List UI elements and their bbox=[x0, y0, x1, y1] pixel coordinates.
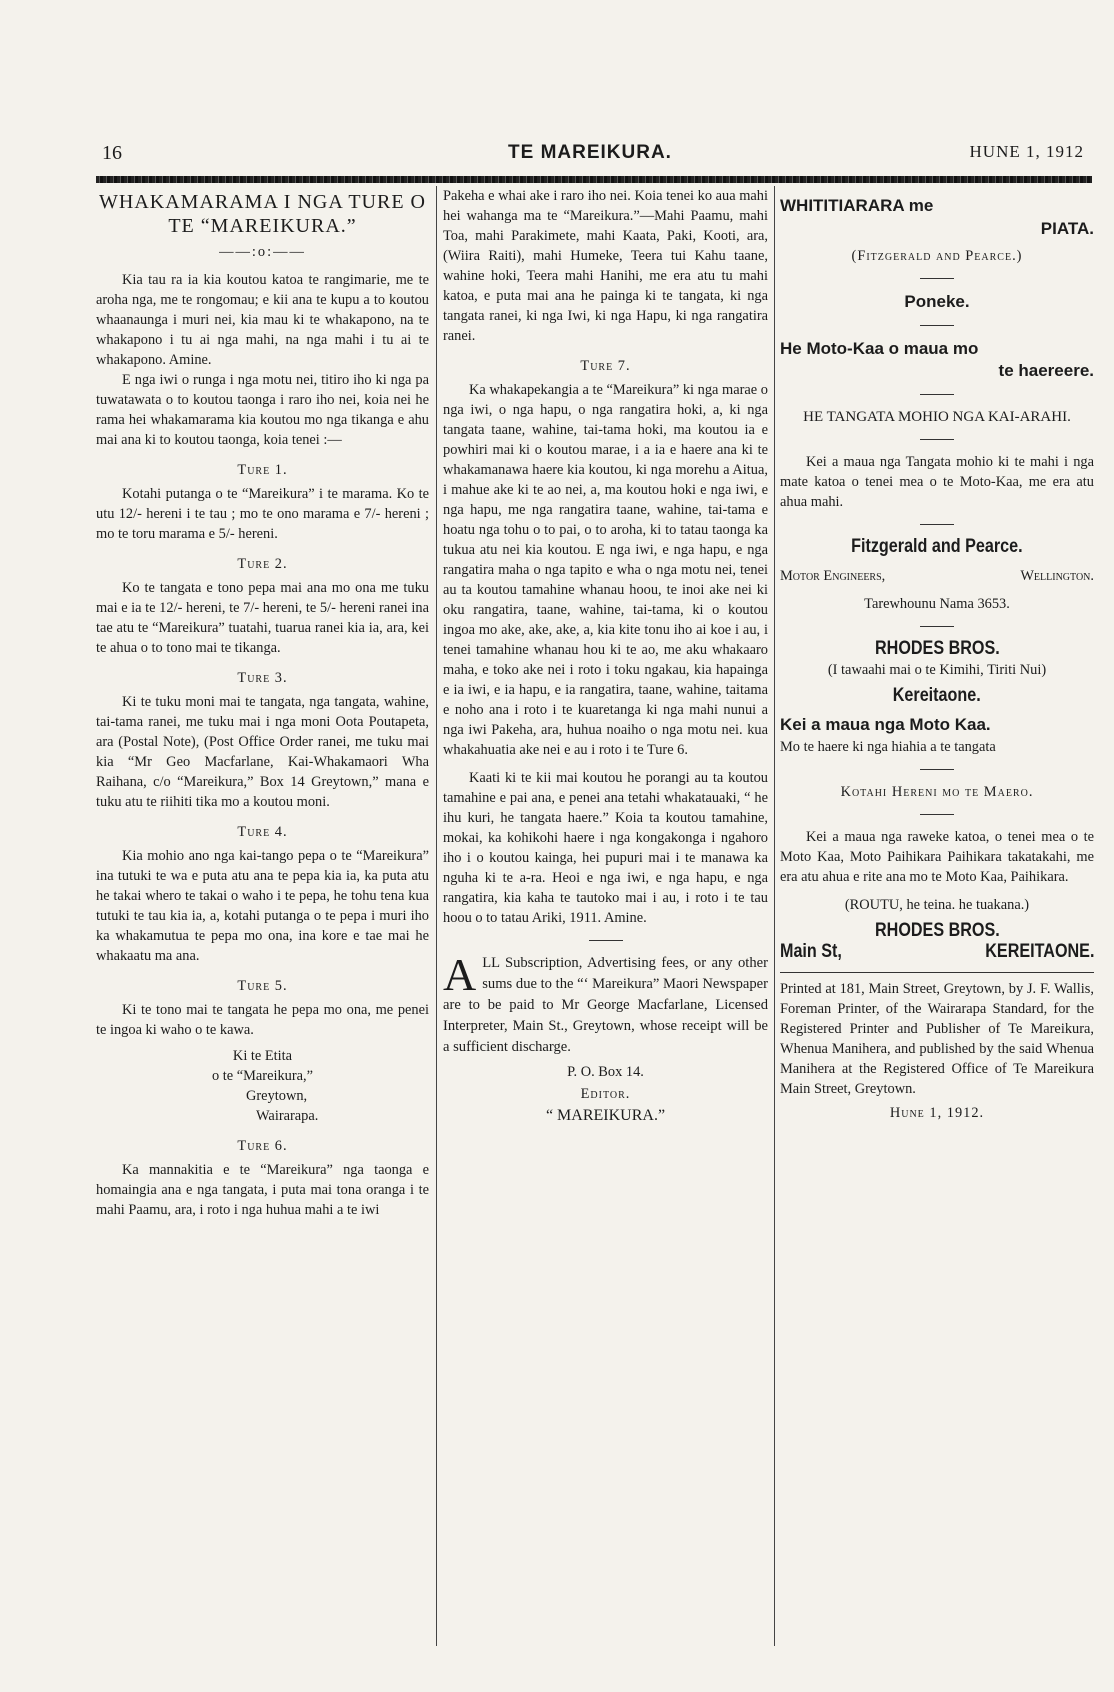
ture-2-text: Ko te tangata e tono pepa mai ana mo ona me tuku mai e ia te 12/- hereni, te 7/- hereni, te 5/- hereni ranei ina tae atu te “Mareikura” tuatahi, tuarua ranei kia ia, ara, kei te ahua o to tono mai te tikanga. bbox=[96, 580, 429, 656]
ture-6-heading: Ture 6. bbox=[237, 1138, 288, 1154]
column-divider-2 bbox=[774, 186, 775, 1646]
ture-1-heading: Ture 1. bbox=[237, 462, 288, 478]
ad1-motor-engineers: Motor Engineers, bbox=[780, 568, 886, 584]
ture-2-heading: Ture 2. bbox=[237, 556, 288, 572]
issue-date: HUNE 1, 1912 bbox=[969, 142, 1084, 161]
intro-paragraph-2: E nga iwi o runga i nga motu nei, titiro iho ki nga pa tuwatawata o to koutou taonga i raro iho nei, koia nei he rama hei whakamarama kia koutou mo nga tikanga e ahu mai ana ki to koutou taonga, koia tenei :— bbox=[96, 372, 429, 448]
ture-4-heading: Ture 4. bbox=[237, 824, 288, 840]
ad2-line-1: Kei a maua nga Moto Kaa. bbox=[780, 715, 991, 734]
ad1-engineers-row bbox=[780, 566, 1094, 586]
mareikura-signature: “ MAREIKURA.” bbox=[545, 1107, 666, 1124]
ad2-rule-2 bbox=[920, 814, 954, 815]
address-line-4: Wairarapa. bbox=[256, 1108, 319, 1124]
page-number: 16 bbox=[102, 142, 122, 164]
ad1-rule-1 bbox=[920, 278, 954, 279]
ture-3-text: Ki te tuku moni mai te tangata, nga tangata, wahine, tai-tama ranei, me tuku mai i nga moni Oota Poutapeta, ara (Postal Note), (Post Office Order ranei, me tuku mai kia “Mr Geo Macfarlane, Kai-Whakamaori Wha Raihana, c/o “Mareikura,” Box 14 Greytown,” mana e tuku atu te riihiti tika mo a koutou moni. bbox=[96, 694, 429, 810]
ad2-firm: RHODES BROS. bbox=[874, 638, 1000, 659]
ad2-subtitle: (I tawaahi mai o te Kimihi, Tiriti Nui) bbox=[827, 662, 1047, 678]
ad1-rule-5 bbox=[920, 524, 954, 525]
ad1-line-1: WHITITIARARA me bbox=[780, 196, 934, 215]
rules-heading: WHAKAMARAMA I NGA TURE O TE “MAREIKURA.” bbox=[99, 191, 426, 237]
masthead-title: TE MAREIKURA. bbox=[508, 142, 672, 163]
notice-dropcap: A bbox=[443, 949, 477, 1000]
ture-5-heading: Ture 5. bbox=[237, 978, 288, 994]
po-box: P. O. Box 14. bbox=[567, 1064, 644, 1080]
address-line-3: Greytown, bbox=[246, 1088, 308, 1104]
ad2-route: (ROUTU, he teina. he tuakana.) bbox=[844, 897, 1030, 913]
masthead-rule bbox=[96, 176, 1092, 183]
ad2-main-street: Main St, bbox=[780, 941, 842, 962]
separator-rule bbox=[589, 940, 623, 941]
ad2-place: Kereitaone. bbox=[893, 685, 981, 706]
column-rules bbox=[96, 186, 429, 1220]
ad1-line-4: te haereere. bbox=[998, 361, 1094, 380]
ture-6-text: Ka mannakitia e te “Mareikura” nga taonga e homaingia ana e nga tangata, i puta mai tona oranga i te mahi Paamu, ara, i roto i nga huhua mahi a te iwi bbox=[96, 1162, 429, 1218]
ad1-caption: HE TANGATA MOHIO NGA KAI-ARAHI. bbox=[803, 409, 1071, 425]
address-line-2: o te “Mareikura,” bbox=[211, 1068, 314, 1084]
ad1-rule-2 bbox=[920, 325, 954, 326]
ad1-rule-3 bbox=[920, 394, 954, 395]
heading-dashes: ——:o:—— bbox=[219, 244, 306, 260]
ad1-body: Kei a maua nga Tangata mohio ki te mahi i nga mate katoa o tenei mea o te Moto-Kaa, me era atu ahua mahi. bbox=[780, 454, 1094, 510]
editor-label: Editor. bbox=[580, 1086, 631, 1102]
ture-1-text: Kotahi putanga o te “Mareikura” i te marama. Ko te utu 12/- hereni i te tau ; mo te ono marama e 7/- hereni ; mo te toru marama e 5/- hereni. bbox=[96, 486, 429, 542]
ture-3-heading: Ture 3. bbox=[237, 670, 288, 686]
ad1-place: Poneke. bbox=[904, 292, 970, 311]
column-divider-1 bbox=[436, 186, 437, 1646]
ture-7-text: Ka whakapekangia a te “Mareikura” ki nga marae o nga iwi, o nga hapu, o nga rangatira hoki, a, ki nga tangata taane, wahine, tai-tama hoki, ma koutou ia e powhiri mai ki o koutou marae, i a ia e haere ana ki te whakamanawa haere kia koutou, ki nga morehu a Aitua, i mahue ake ki te ao nei, a, ma koutou hoki e nga iwi, e nga hapu, me nga rangatira taane, wahine, tai-tama e hoatu nga tohu o to pai, o to aroha, ki to tatau taonga ka tukua atu nei kia koutou. E nga iwi, e nga hapu, e nga rangatira maha o nga tapito e wha o nga motu nei, tenei au ta koutou tamahine whanau hoou, te inoi ake nei ki oku rangatira, taane, wahine, tai-tama, ki o koutou ingoa mo ake, ake, ake, a, kia kite tonu iho ai koe i au, i tenei tamahine whanau hou ki te ao, me aku whakaaro maha, e toko ake nei i roto i toku ngakau, kia hapainga e ia iwi, e ia hapu, e ia rangatira, taane, wahine, taitama e noho ana i roto i te kuaretanga ki nga mahi nunui a nga iwi Pakeha, ara, huhua noaiho o nga motu nei. kua whakahuatia ake nei e au i roto i te Ture 6. bbox=[443, 382, 768, 758]
column-rules-cont bbox=[443, 186, 768, 1126]
ture-4-text: Kia mohio ano nga kai-tango pepa o te “Mareikura” ina tutuki te wa e puta atu ana te pepa kia ia, ka puta atu he takai whero te takai o waho i te pepa, he tohu tena kua tutuki te tau kia ia, a, kotahi putanga o te pepa i muri iho ka whakamutua te pepa mo ona, ina kore e tae mai he whakaatu ma ana. bbox=[96, 848, 429, 964]
imprint-rule bbox=[780, 972, 1094, 973]
ad1-subtitle: (Fitzgerald and Pearce.) bbox=[851, 248, 1023, 264]
ad1-rule-4 bbox=[920, 439, 954, 440]
ad-separator bbox=[920, 626, 954, 627]
page-header bbox=[96, 138, 1084, 170]
notice-text: LL Subscription, Advertising fees, or any other sums due to the “‘ Mareikura” Maori Newspaper are to be paid to Mr George Macfarlane, Licensed Interpreter, Main St., Greytown, whose receipt will be a sufficient discharge. bbox=[443, 955, 768, 1055]
imprint-text: Printed at 181, Main Street, Greytown, by J. F. Wallis, Foreman Printer, of the Wairarapa Standard, for the Registered Printer and Publisher of Te Mareikura, Whenua Manihera, and published by the said Whenua Manihera at the Registered Office of Te Mareikura Main Street, Greytown. bbox=[780, 981, 1094, 1097]
ad2-price: Kotahi Hereni mo te Maero. bbox=[840, 784, 1034, 800]
subscription-notice bbox=[443, 949, 768, 1058]
ad2-address-row bbox=[780, 942, 1094, 962]
ad2-line-2: Mo te haere ki nga hiahia a te tangata bbox=[780, 739, 996, 755]
ad1-wellington: Wellington. bbox=[1020, 568, 1094, 584]
intro-paragraph-1: Kia tau ra ia kia koutou katoa te rangimarie, me te aroha nga, me te rongomau; e kii ana te kupu a to koutou whaanaunga i muri nei, kia mau ki te whakapono, na te whakapono i tu ai nga mahi, na nga mahi i tu ai te whakapono. Amine. bbox=[96, 272, 429, 368]
ad2-firm-2: RHODES BROS. bbox=[874, 920, 1000, 941]
ad2-town: KEREITAONE. bbox=[984, 941, 1094, 962]
address-line-1: Ki te Etita bbox=[232, 1048, 293, 1064]
ad2-body: Kei a maua nga raweke katoa, o tenei mea o te Moto Kaa, Moto Paihikara Paihikara takatakahi, me era atu ahua e rite ana mo te Moto Kaa, Paihikara. bbox=[780, 829, 1094, 885]
ad1-phone: Tarewhounu Nama 3653. bbox=[864, 596, 1010, 612]
ad1-line-3: He Moto-Kaa o maua mo bbox=[780, 339, 979, 358]
ad1-firm: Fitzgerald and Pearce. bbox=[851, 536, 1023, 557]
ture-5-text: Ki te tono mai te tangata he pepa mo ona, me penei te ingoa ki waho o te kawa. bbox=[96, 1002, 429, 1038]
ad1-line-2: PIATA. bbox=[1040, 219, 1094, 238]
closing-paragraph: Kaati ki te kii mai koutou he porangi au ta koutou tamahine e pai ana, e penei ana tetahi whakatauaki, “ he ihu kuri, he tangata haere.” Koia ta koutou tamahine, mokai, ka kohikohi haere i nga kongakonga i ngahoro iho i o koutou kainga, hei pupuri mai i te manawa ka nguha ki te a-ra. Heoi e nga iwi, e nga hapu, e nga rangatira, kia kaha te tautoko mai i au, i roto i te tau hoou o to tatau Ariki, 1911. Amine. bbox=[443, 770, 768, 926]
ture-7-heading: Ture 7. bbox=[580, 358, 631, 374]
imprint-date: Hune 1, 1912. bbox=[889, 1105, 985, 1121]
ture-6-continued: Pakeha e whai ake i raro iho nei. Koia tenei ko aua mahi hei wahanga ma te “Mareikura.”—Mahi Paamu, mahi Toa, mahi Parakimete, mahi Kaata, Paki, Kooti, ara, (Wiira Raiti), mahi Humeke, Teera tui Kahu taane, wahine hoki, Teera mahi Hanihi, me era atu tu mahi katoa, e puta mai ana he painga ki te tangata, ki nga tangata ranei, ki nga Iwi, ki nga Hapu, ki nga rangatira ranei. bbox=[443, 188, 768, 344]
ad2-rule-1 bbox=[920, 769, 954, 770]
column-advertisements bbox=[780, 186, 1094, 1127]
